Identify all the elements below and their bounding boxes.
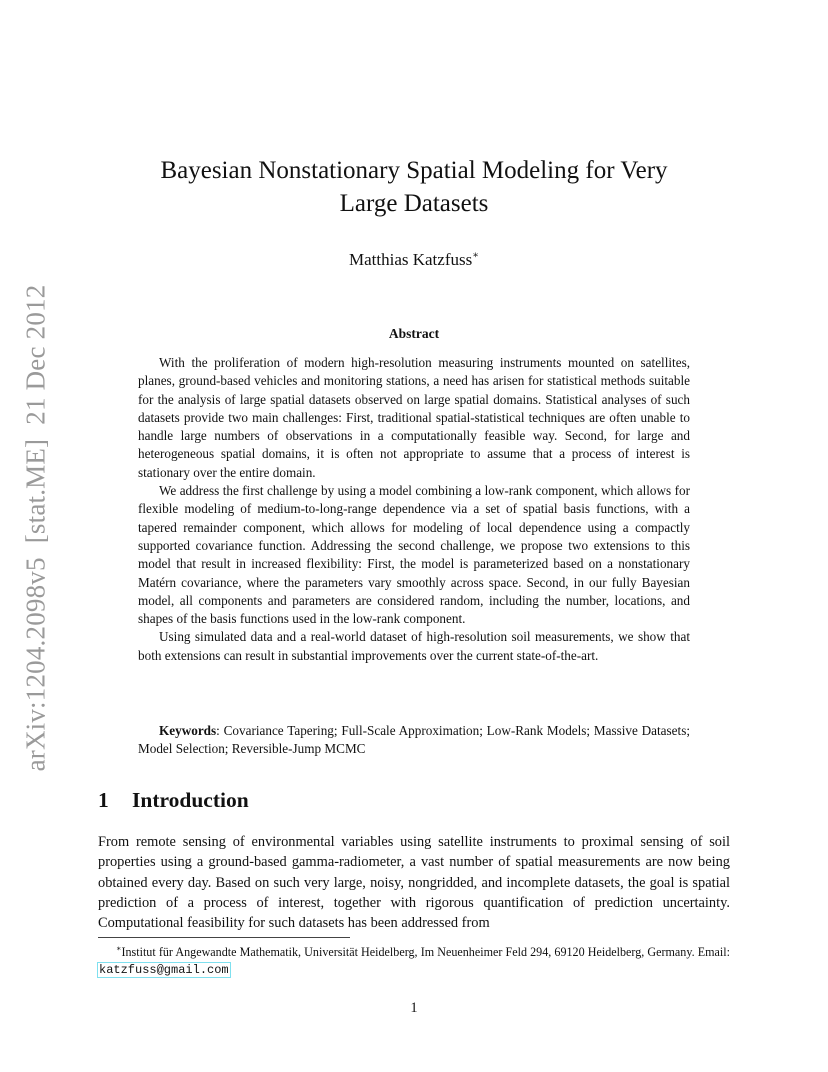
abstract-heading: Abstract [388, 326, 440, 341]
author-footnote-mark[interactable]: ∗ [472, 250, 480, 261]
author-name: Matthias Katzfuss [348, 250, 473, 269]
paper-title [110, 154, 718, 220]
footnote-rule [98, 937, 350, 938]
intro-paragraph: From remote sensing of environmental variables using satellite instruments to proximal sensing of soil properties using a ground-based gamma-radiometer, a vast number of spatial measurements are now being obtained every day. Based on such very large, noisy, nongridded, and incomplete datasets, the goal is spatial prediction of a process of interest, together with rigorous quantification of prediction uncertainty. Computational feasibility for such datasets has been addressed from [98, 834, 730, 932]
footnote-text: Institut für Angewandte Mathematik, Universität Heidelberg, Im Neuenheimer Feld 294, 69120 Heidelberg, Germany. Email: [121, 945, 730, 959]
arxiv-stamp [21, 285, 52, 772]
abstract-paragraph: We address the first challenge by using a model combining a low-rank component, which allows for flexible modeling of medium-to-long-range dependence via a set of spatial basis functions, with a tapered remainder component, which allows for modeling of local dependence using a compactly supported covariance function. Addressing the second challenge, we propose two extensions to this model that result in increased flexibility: First, the model is parameterized based on a nonstationary Matérn covariance, where the parameters vary smoothly across space. Second, in our fully Bayesian model, all components and parameters are considered random, including the number, locations, and shapes of the basis functions used in the low-rank component. [138, 483, 690, 627]
section-heading [98, 788, 249, 813]
title-line-1: Bayesian Nonstationary Spatial Modeling for Very [160, 157, 668, 184]
title-line-2: Large Datasets [339, 190, 489, 217]
introduction-body [98, 832, 730, 933]
keywords [138, 722, 690, 759]
abstract-body [138, 354, 690, 665]
email-link[interactable]: katzfuss@gmail.com [99, 962, 229, 977]
section-number: 1 [98, 788, 109, 812]
keywords-text: : Covariance Tapering; Full-Scale Approximation; Low-Rank Models; Massive Datasets; Model Selection; Reversible-Jump MCMC [138, 723, 690, 757]
arxiv-date: 21 Dec 2012 [20, 284, 51, 425]
footnote-mark: ∗ [116, 944, 122, 953]
abstract-paragraph: With the proliferation of modern high-resolution measuring instruments mounted on satellites, planes, ground-based vehicles and monitoring stations, a need has arisen for statistical methods suitable for the analysis of large spatial datasets observed on large spatial domains. Statistical analyses of such datasets provide two main challenges: First, traditional spatial-statistical techniques are often unable to handle large numbers of observations in a computationally feasible way. Second, for large and heterogeneous spatial domains, it is often not appropriate to assume that a process of interest is stationary over the entire domain. [138, 355, 690, 480]
page-number: 1 [410, 1000, 418, 1016]
arxiv-id: arXiv:1204.2098v5 [20, 557, 51, 772]
author [110, 245, 718, 271]
section-title: Introduction [132, 788, 249, 812]
footnote [98, 941, 730, 979]
abstract-paragraph: Using simulated data and a real-world dataset of high-resolution soil measurements, we show that both extensions can result in substantial improvements over the current state-of-the-art. [138, 629, 690, 663]
keywords-label: Keywords [159, 723, 217, 738]
arxiv-category: [stat.ME] [20, 438, 51, 544]
